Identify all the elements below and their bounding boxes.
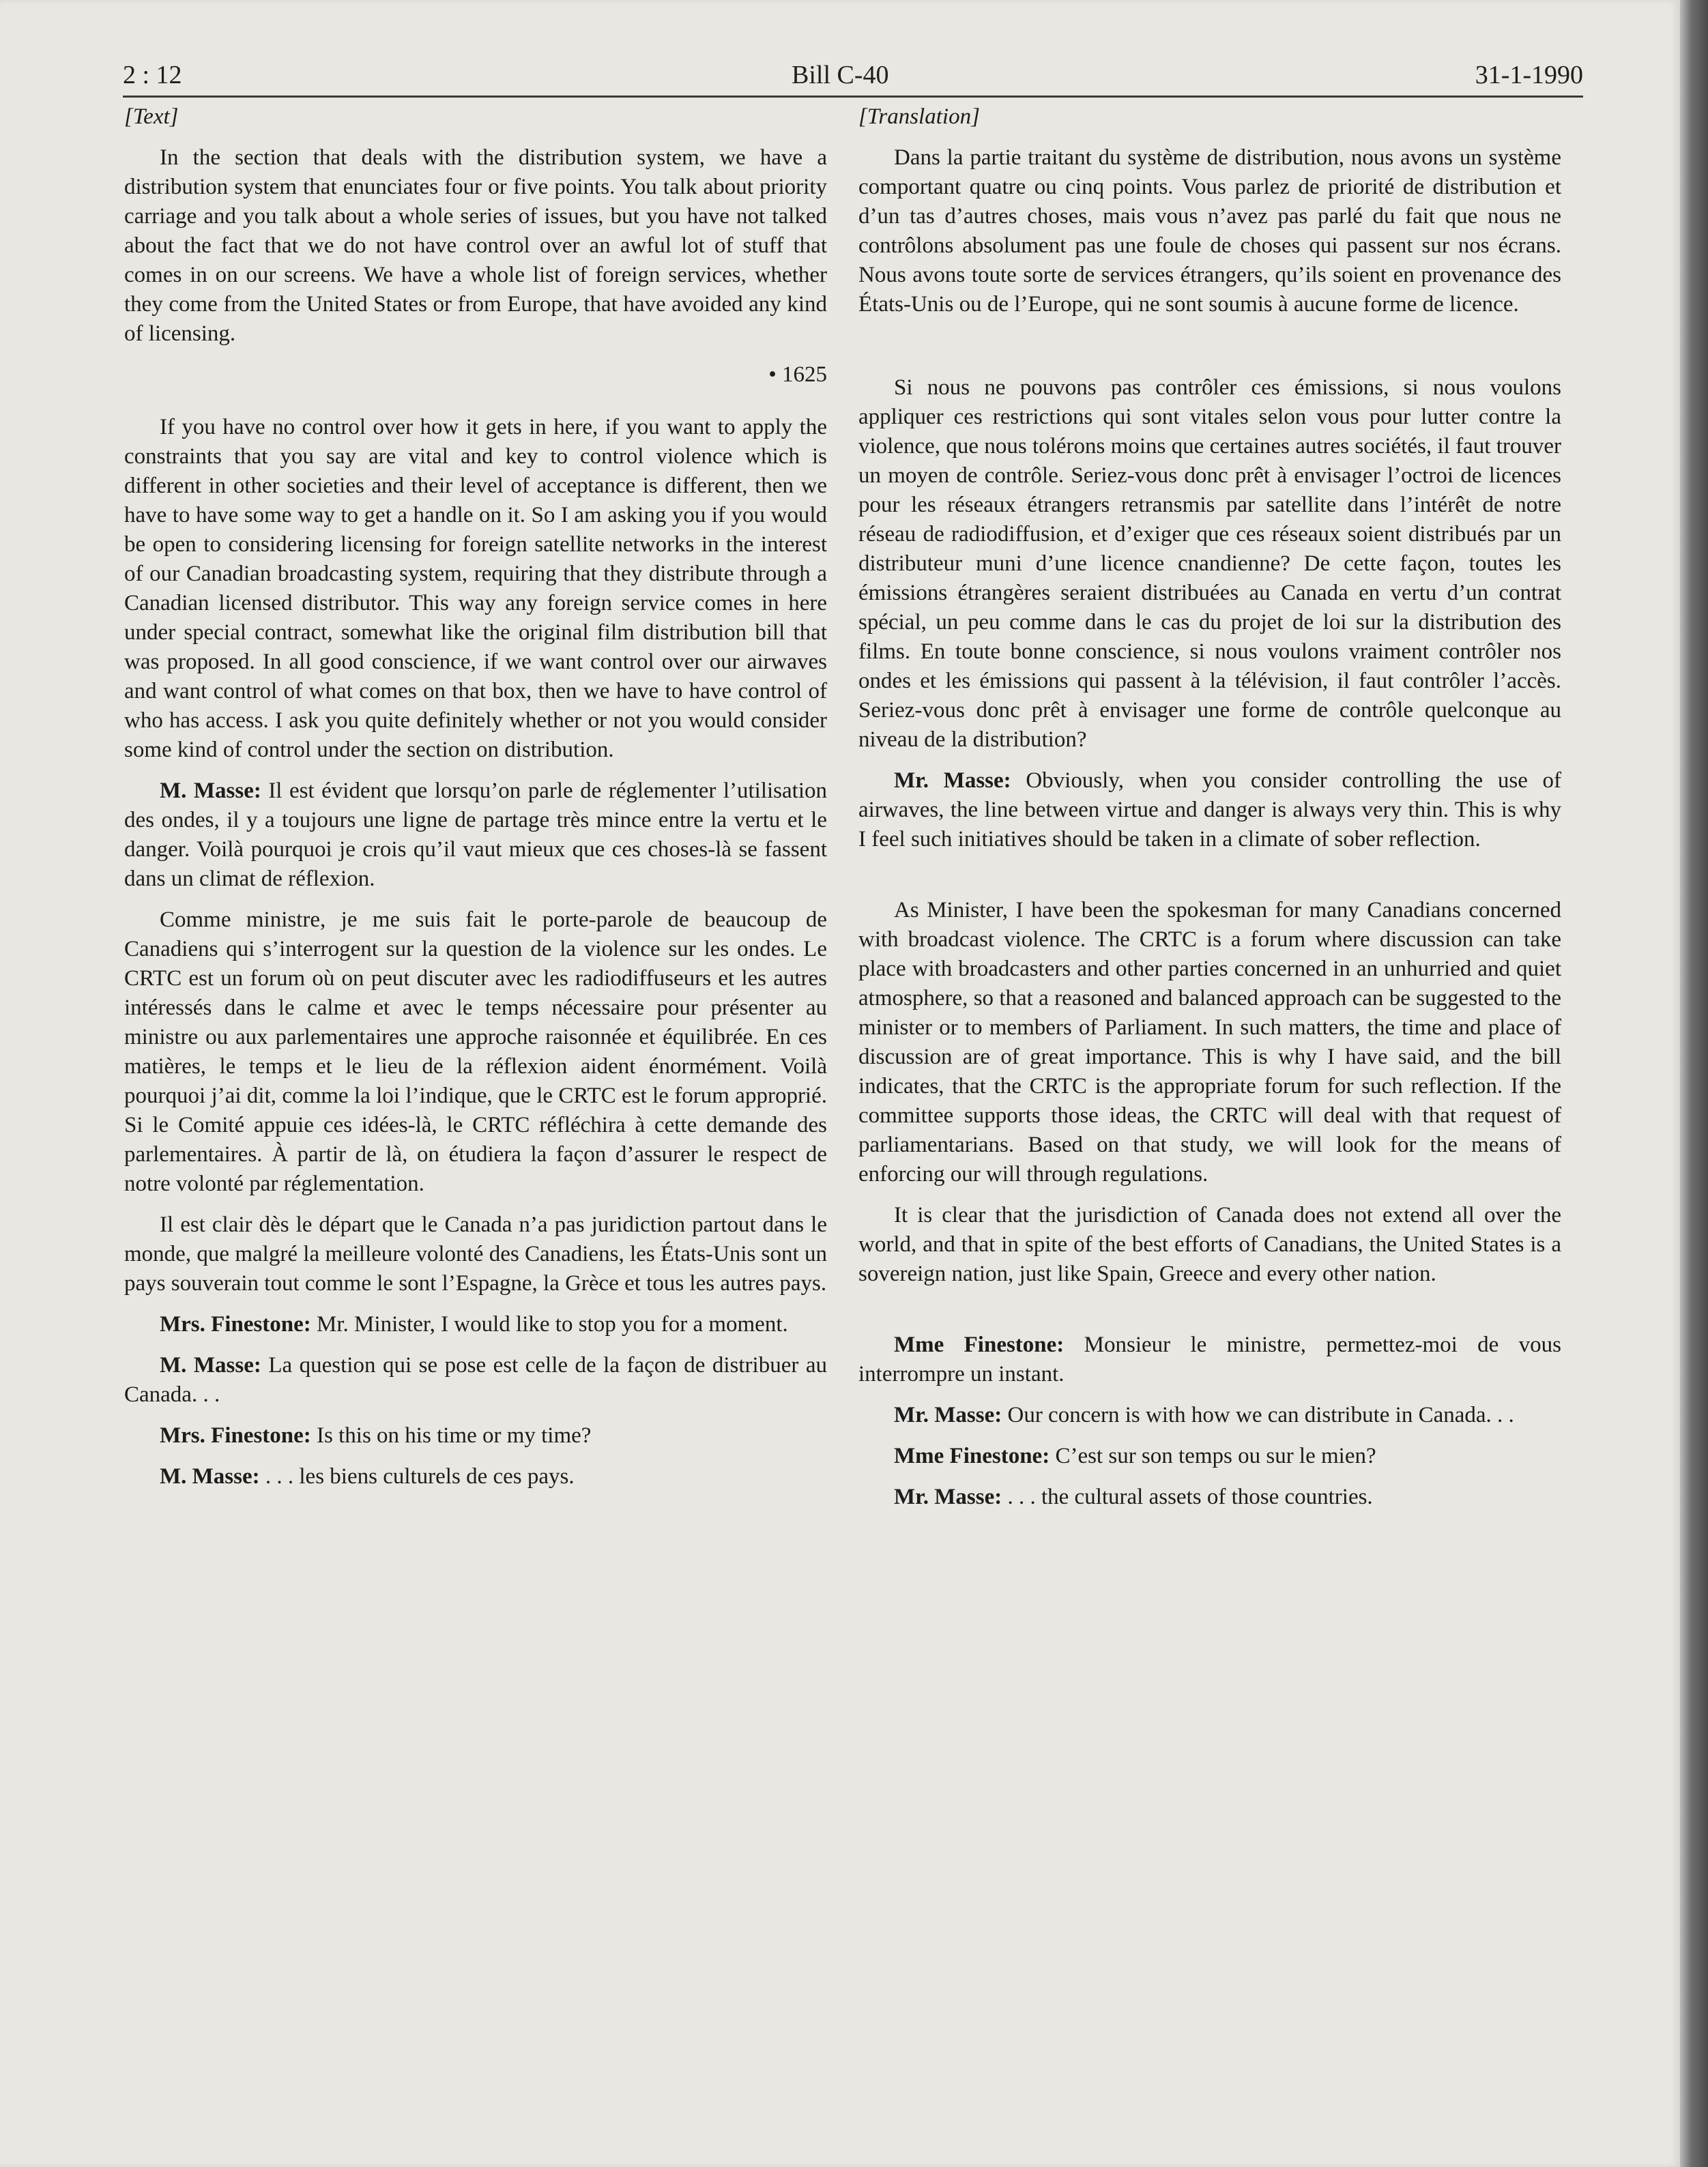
speech [858, 1330, 1561, 1389]
paragraph: Il est clair dès le départ que le Canada n’a pas juridiction partout dans le monde, que malgré la meilleure volonté des Canadiens, les États-Unis sont un pays souverain tout comme le sont l’Espagne, la Grèce et tous les autres pays. [124, 1212, 827, 1296]
page-header [123, 48, 1583, 98]
speech-text: La question qui se pose est celle de la façon de distribuer au Canada. . . [124, 1353, 827, 1407]
speech [858, 1483, 1561, 1512]
spacer [858, 1300, 1561, 1330]
speaker-name: Mrs. Finestone: [160, 1423, 311, 1448]
speech-text: Mr. Minister, I would like to stop you for a moment. [310, 1312, 788, 1337]
speech [858, 766, 1561, 854]
speaker-name: Mrs. Finestone: [160, 1312, 311, 1337]
speech [124, 1310, 827, 1339]
spacer [858, 866, 1561, 896]
speech [858, 1442, 1561, 1471]
paragraph: Comme ministre, je me suis fait le porte-parole de beaucoup de Canadiens qui s’interrogent sur la question de la violence sur les ondes. Le CRTC est un forum où on peut discuter avec les radiodiffuseurs et les autres intéressés dans le calme et avec le temps nécessaire pour présenter au ministre ou aux parlementaires une approche raisonnée et équilibrée. En ces matières, le temps et le lieu de la réflexion aident énormément. Voilà pourquoi j’ai dit, comme la loi l’indique, que le CRTC est le forum approprié. Si le Comité appuie ces idées-là, le CRTC réfléchira à cette demande des parlementaires. À partir de là, on étudiera la façon d’assurer le respect de notre volonté par réglementation. [124, 907, 827, 1196]
paragraph: It is clear that the jurisdiction of Canada does not extend all over the world, and that in spite of the best efforts of Canadians, the United States is a sovereign nation, just like Spain, Greece and every other nation. [858, 1203, 1561, 1286]
paragraph: In the section that deals with the distribution system, we have a distribution system that enunciates four or five points. You talk about priority carriage and you talk about a whole series of issues, but you have not talked about the fact that we do not have control over an awful lot of stuff that comes in on our screens. We have a whole list of foreign services, whether they come from the United States or from Europe, that have avoided any kind of licensing. [124, 145, 827, 346]
speaker-name: M. Masse: [160, 1464, 260, 1489]
page-date: 31-1-1990 [1475, 61, 1583, 89]
speaker-name: Mme Finestone: [894, 1333, 1065, 1357]
right-column [858, 102, 1561, 1524]
running-title: Bill C-40 [792, 61, 889, 89]
speech [124, 1462, 827, 1492]
speech [124, 1351, 827, 1410]
text-label: [Text] [124, 104, 179, 129]
speech-text: Obviously, when you consider controlling the use of airwaves, the line between virtue and danger is always very thin. This is why I feel such initiatives should be taken in a climate of sober reflection. [858, 768, 1561, 852]
spacer [858, 331, 1561, 373]
speech-text: Il est évident que lorsqu’on parle de réglementer l’utilisation des ondes, il y a toujours une ligne de partage très mince entre la vertu et le danger. Voilà pourquoi je crois qu’il vaut mieux que ces choses-là se fassent dans un climat de réflexion. [124, 779, 827, 891]
speech [858, 1401, 1561, 1430]
translation-label: [Translation] [858, 104, 980, 129]
speech-text: Monsieur le ministre, permettez-moi de vous interrompre un instant. [858, 1333, 1561, 1386]
paragraph: If you have no control over how it gets in here, if you want to apply the constraints that you say are vital and key to control violence which is different in other societies and their level of acceptance is different, then we have to have some way to get a handle on it. So I am asking you if you would be open to considering licensing for foreign satellite networks in the interest of our Canadian broadcasting system, requiring that they distribute through a Canadian licensed distributor. This way any foreign service comes in here under special contract, somewhat like the original film distribution bill that was proposed. In all good conscience, if we want control over our airwaves and want control of what comes on that box, then we have to have control of who has access. I ask you quite definitely whether or not you would consider some kind of control under the section on distribution. [124, 415, 827, 762]
speaker-name: Mme Finestone: [894, 1444, 1050, 1468]
speech-text: Is this on his time or my time? [310, 1423, 592, 1448]
speech [124, 776, 827, 894]
left-column [124, 102, 827, 1503]
speaker-name: M. Masse: [160, 1353, 261, 1378]
paragraph: Si nous ne pouvons pas contrôler ces émissions, si nous voulons appliquer ces restrictions qui sont vitales selon vous pour lutter contre la violence, que nous tolérons moins que certaines autres sociétés, il faut trouver un moyen de contrôle. Seriez-vous donc prêt à envisager l’octroi de licences pour les réseaux étrangers retransmis par satellite dans l’intérêt de notre réseau de radiodiffusion, et d’exiger que ces réseaux soient distribués par un distributeur muni d’une licence cnandienne? De cette façon, toutes les émissions étrangères seraient distribuées au Canada en vertu d’un contrat spécial, un peu comme dans le cas du projet de loi sur la distribution des films. En toute bonne conscience, si nous voulons vraiment contrôler nos ondes et les émissions qui passent à la télévision, il faut contrôler l’accès. Seriez-vous donc prêt à envisager une forme de contrôle quelconque au niveau de la distribution? [858, 375, 1561, 752]
speech-text: Our concern is with how we can distribute in Canada. . . [1002, 1403, 1514, 1427]
speech [124, 1421, 827, 1451]
page-number: 2 : 12 [123, 61, 182, 89]
speaker-name: Mr. Masse: [894, 768, 1011, 793]
time-marker: • 1625 [768, 362, 827, 387]
speech-text: . . . the cultural assets of those countries. [1002, 1485, 1373, 1509]
paragraph: Dans la partie traitant du système de distribution, nous avons un système comportant quatre ou cinq points. Vous parlez de priorité de distribution et d’un tas d’autres choses, mais vous n’avez pas parlé du fait que nous ne contrôlons absolument pas une foule de choses qui passent sur nos écrans. Nous avons toute sorte de services étrangers, qu’ils soient en provenance des États-Unis ou de l’Europe, qui ne sont soumis à aucune forme de licence. [858, 145, 1561, 317]
page-edge-shadow [1680, 0, 1708, 2167]
speaker-name: Mr. Masse: [894, 1485, 1002, 1509]
speech-text: C’est sur son temps ou sur le mien? [1050, 1444, 1376, 1468]
speaker-name: M. Masse: [160, 779, 261, 803]
speaker-name: Mr. Masse: [894, 1403, 1002, 1427]
speech-text: . . . les biens culturels de ces pays. [259, 1464, 575, 1489]
paragraph: As Minister, I have been the spokesman for many Canadians concerned with broadcast violence. The CRTC is a forum where discussion can take place with broadcasters and other parties concerned in an unhurried and quiet atmosphere, so that a reasoned and balanced approach can be suggested to the minister or to members of Parliament. In such matters, the time and place of discussion are of great importance. This is why I have said, and the bill indicates, that the CRTC is the appropriate forum for such reflection. If the committee supports those ideas, the CRTC will deal with that request of parliamentarians. Based on that study, we will look for the means of enforcing our will through regulations. [858, 898, 1561, 1187]
